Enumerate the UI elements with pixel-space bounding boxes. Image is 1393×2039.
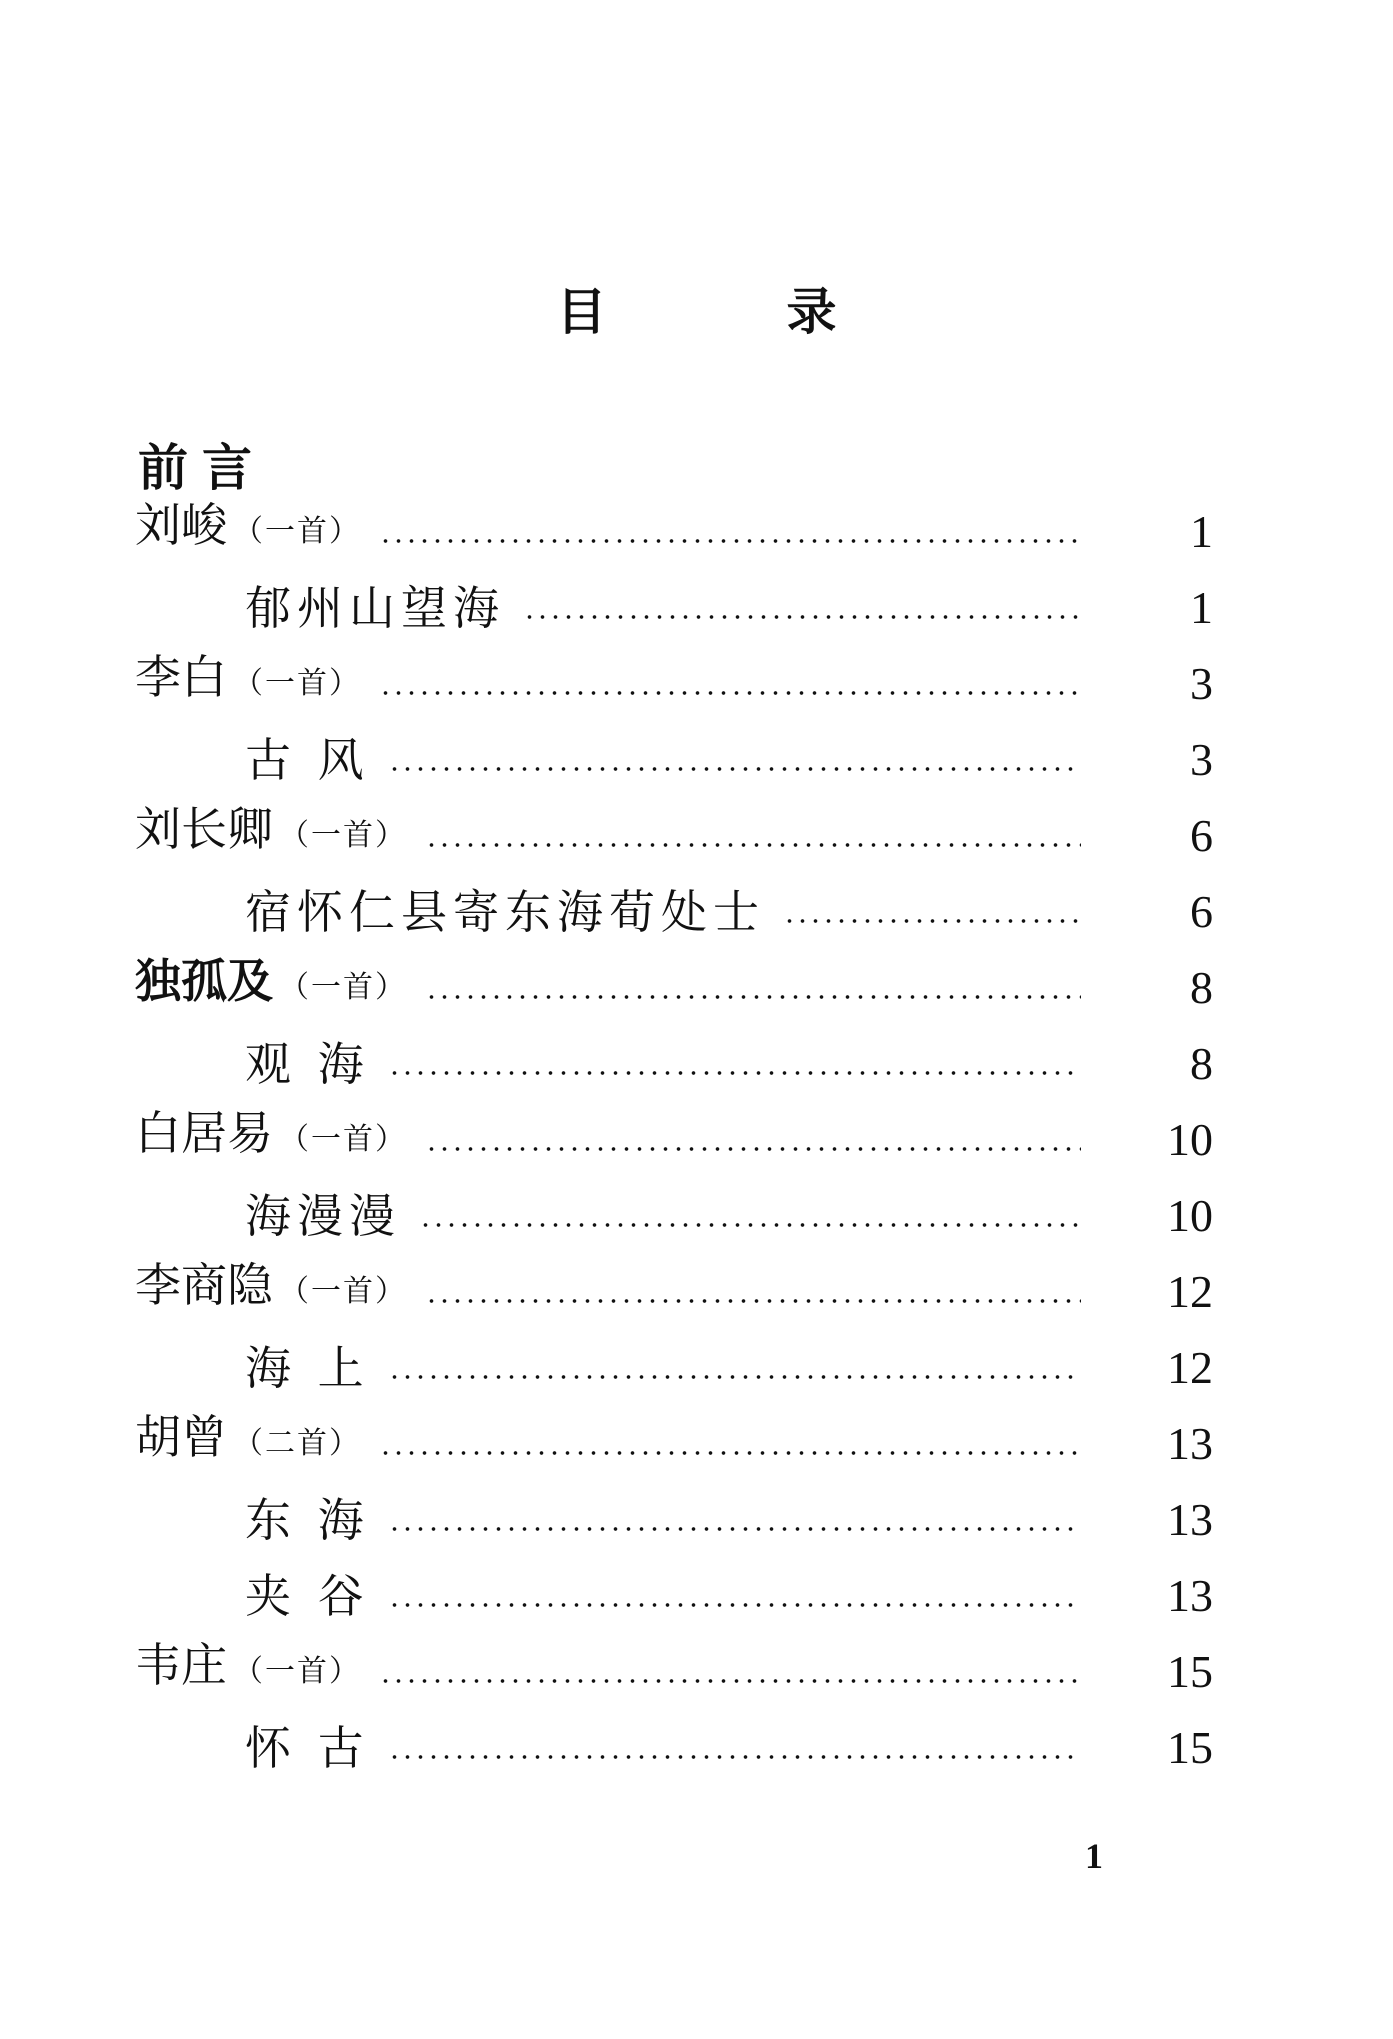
page-number: 15 <box>1167 1722 1213 1773</box>
toc-entry[interactable] <box>0 1716 1393 1776</box>
toc-entry[interactable] <box>0 1488 1393 1548</box>
poem-title: 海漫漫 <box>245 1189 401 1243</box>
leader-dots <box>419 1220 1081 1230</box>
page-number: 6 <box>1190 886 1213 937</box>
page-number: 12 <box>1167 1266 1213 1317</box>
author-name: 白居易 <box>135 1106 273 1160</box>
page-number: 8 <box>1190 1038 1213 1089</box>
poem-count: （二首） <box>233 1426 361 1461</box>
folio-page-number: 1 <box>1085 1836 1103 1876</box>
toc-entry[interactable] <box>0 652 1393 712</box>
poem-title: 郁州山望海 <box>245 581 505 635</box>
leader-dots <box>388 764 1081 774</box>
leader-dots <box>425 1144 1081 1154</box>
page-title <box>0 272 1393 344</box>
page-number: 12 <box>1167 1342 1213 1393</box>
toc-entry[interactable] <box>0 956 1393 1016</box>
leader-dots <box>379 1676 1081 1686</box>
page-number: 13 <box>1167 1418 1213 1469</box>
page-number: 15 <box>1167 1646 1213 1697</box>
author-name: 胡曾 <box>135 1410 227 1464</box>
poem-count: （一首） <box>279 1274 407 1309</box>
toc-entry[interactable] <box>0 1260 1393 1320</box>
author-name: 李白 <box>135 650 227 704</box>
poem-title: 古 风 <box>245 733 370 787</box>
toc-entry[interactable] <box>0 1108 1393 1168</box>
poem-title: 夹 谷 <box>245 1569 370 1623</box>
poem-title: 宿怀仁县寄东海荀处士 <box>245 885 765 939</box>
toc-entry[interactable] <box>0 1412 1393 1472</box>
page-number: 13 <box>1167 1570 1213 1621</box>
toc-entry[interactable] <box>0 500 1393 560</box>
poem-title: 怀 古 <box>245 1721 370 1775</box>
author-name: 李商隐 <box>135 1258 273 1312</box>
leader-dots <box>388 1600 1081 1610</box>
title-char-2: 录 <box>786 283 837 341</box>
leader-dots <box>388 1372 1081 1382</box>
leader-dots <box>523 612 1081 622</box>
leader-dots <box>783 916 1081 926</box>
author-name: 刘峻 <box>135 498 227 552</box>
page-number: 3 <box>1190 734 1213 785</box>
author-name: 韦庄 <box>135 1638 227 1692</box>
toc-entry[interactable] <box>0 576 1393 636</box>
poem-count: （一首） <box>233 666 361 701</box>
page-number: 1 <box>1190 506 1213 557</box>
poem-title: 东 海 <box>245 1493 370 1547</box>
poem-count: （一首） <box>233 514 361 549</box>
poem-count: （一首） <box>233 1654 361 1689</box>
poem-count: （一首） <box>279 970 407 1005</box>
preface-heading: 前言 <box>138 439 266 497</box>
toc-entry[interactable] <box>0 1336 1393 1396</box>
leader-dots <box>379 536 1081 546</box>
page-number: 8 <box>1190 962 1213 1013</box>
toc-entry[interactable] <box>0 804 1393 864</box>
leader-dots <box>388 1752 1081 1762</box>
toc-entry[interactable] <box>0 728 1393 788</box>
leader-dots <box>425 1296 1081 1306</box>
page-number: 6 <box>1190 810 1213 861</box>
leader-dots <box>425 992 1081 1002</box>
toc-entry[interactable] <box>0 1564 1393 1624</box>
leader-dots <box>379 688 1081 698</box>
leader-dots <box>388 1068 1081 1078</box>
poem-count: （一首） <box>279 1122 407 1157</box>
poem-title: 观 海 <box>245 1037 370 1091</box>
leader-dots <box>425 840 1081 850</box>
page-number: 3 <box>1190 658 1213 709</box>
title-char-1: 目 <box>556 283 607 341</box>
author-name: 独孤及 <box>135 954 273 1008</box>
poem-title: 海 上 <box>245 1341 370 1395</box>
leader-dots <box>379 1448 1081 1458</box>
page-number: 1 <box>1190 582 1213 633</box>
poem-count: （一首） <box>279 818 407 853</box>
page-number: 10 <box>1167 1190 1213 1241</box>
toc-entry[interactable] <box>0 880 1393 940</box>
toc-entry[interactable] <box>0 1184 1393 1244</box>
page-number: 13 <box>1167 1494 1213 1545</box>
author-name: 刘长卿 <box>135 802 273 856</box>
toc-entry[interactable] <box>0 1032 1393 1092</box>
leader-dots <box>388 1524 1081 1534</box>
toc-entry[interactable] <box>0 1640 1393 1700</box>
page-number: 10 <box>1167 1114 1213 1165</box>
